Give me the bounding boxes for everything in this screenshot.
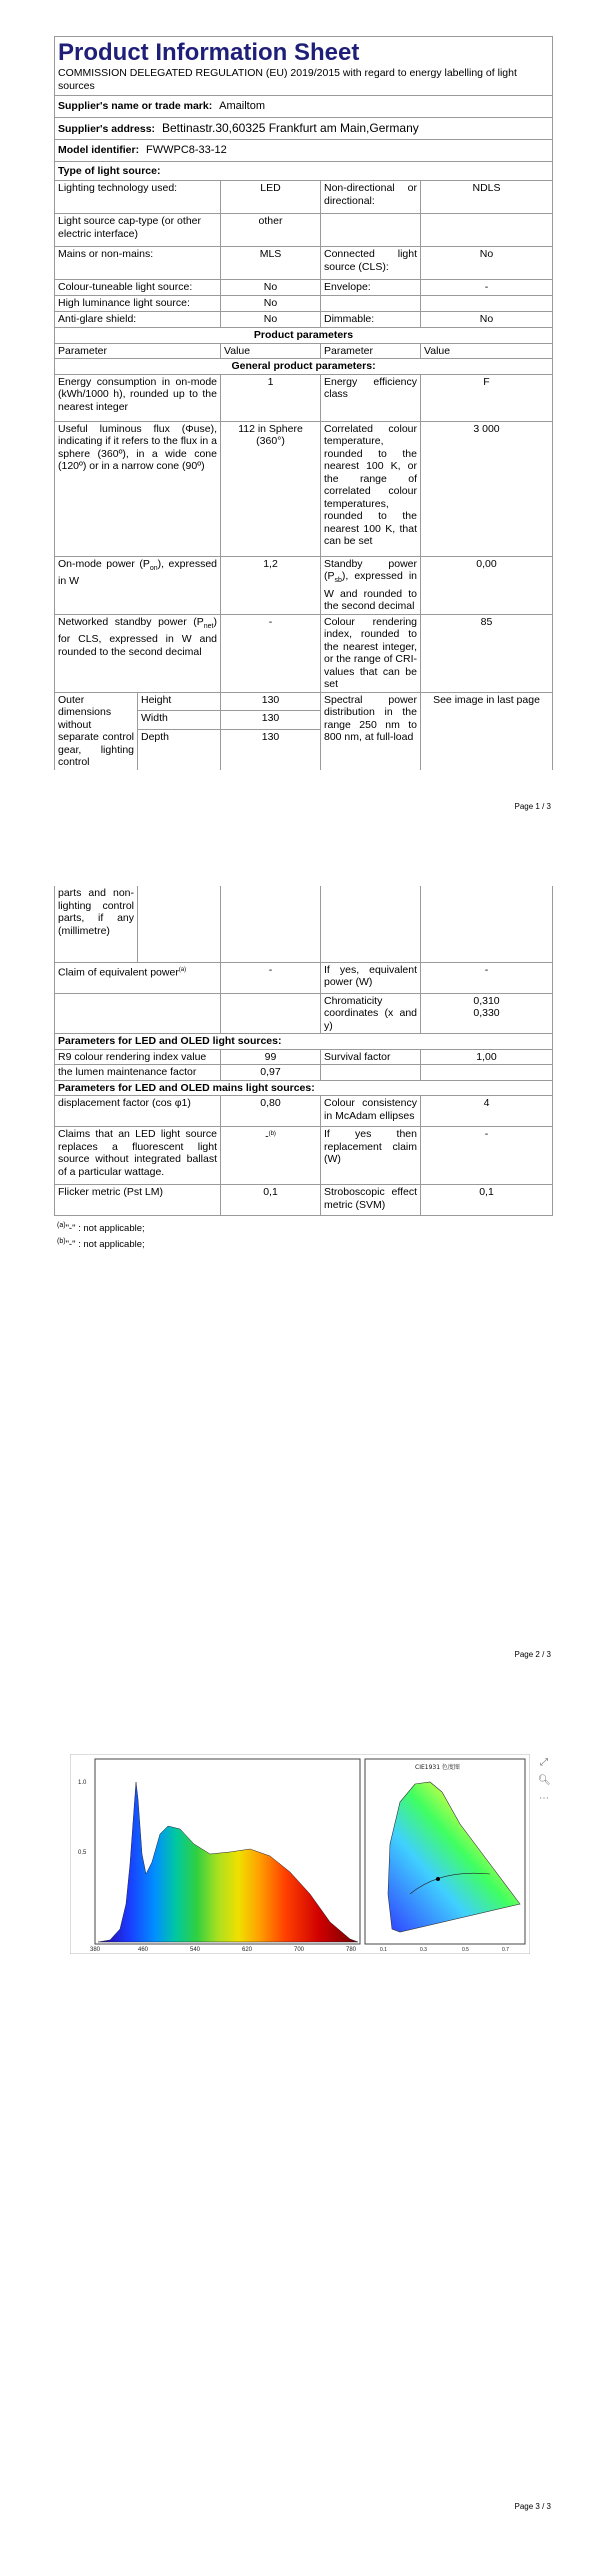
type-param-2 [321,214,421,247]
y-tick: 1.0 [78,1780,87,1786]
x-tick: 540 [190,1947,201,1953]
energy-class-label: Energy efficiency class [321,374,421,421]
sheet-page-1 [54,36,552,770]
empty-cell [321,886,421,962]
dimension-width-label: Width [138,711,221,730]
cie-title: CIE1931 色度图 [415,1764,460,1771]
cct-label: Correlated colour temperature, rounded to the nearest 100 K, or the range of correlated colour temperatures, rounded to the nearest 100 K, that can be set [321,421,421,556]
cie-point [436,1877,440,1881]
fluorescent-replacement-value: -$^{(b)}$ [221,1127,321,1185]
col-header-parameter-2: Parameter [321,343,421,359]
flicker-metric-value: 0,1 [221,1185,321,1216]
colour-consistency-label: Colour consistency in McAdam ellipses [321,1096,421,1127]
on-mode-power-value: 1,2 [221,556,321,614]
type-param: High luminance light source: [55,296,221,312]
address-value: Bettinastr.30,60325 Frankfurt am Main,Germany [161,120,419,135]
on-mode-power-label: On-mode power $(P_{on})$, expressed in W [55,556,221,614]
colour-consistency-value: 4 [421,1096,553,1127]
luminous-flux-value: 112 in Sphere (360°) [221,421,321,556]
product-table-page-1 [54,36,553,770]
survival-factor-label: Survival factor [321,1049,421,1065]
more-icon[interactable]: ⋯ [539,1793,549,1804]
mains-parameters-heading: Parameters for LED and OLED mains light sources: [55,1080,553,1096]
type-value: No [221,296,321,312]
cie-tick: 0.7 [502,1947,509,1953]
equivalent-power-claim-value: - [221,962,321,993]
cie-tick: 0.5 [462,1947,469,1953]
type-param-2: Non-directional or directional: [321,181,421,214]
product-parameters-heading: Product parameters [55,328,553,344]
spectrum-plot [78,1759,360,1953]
type-value: MLS [221,247,321,280]
type-param-2 [321,296,421,312]
dimension-height-label: Height [138,692,221,711]
empty-cell [321,1065,421,1081]
equivalent-power-claim-label: Claim of equivalent power$^{(a)}$ [55,962,221,993]
empty-cell [421,886,553,962]
supplier-label: Supplier's name or trade mark: [58,100,213,112]
type-value-2 [421,214,553,247]
model-row [55,140,553,162]
flicker-metric-label: Flicker metric (Pst LM) [55,1185,221,1216]
led-parameters-heading: Parameters for LED and OLED light sources: [55,1034,553,1050]
x-tick: 460 [138,1947,149,1953]
type-param: Anti-glare shield: [55,312,221,328]
product-table-page-2 [54,886,553,1216]
page-title: Product Information Sheet [58,39,360,66]
outer-dimensions-label: Outer dimensions without separate control gear, lighting control [55,692,138,770]
standby-power-label: Standby power $(P_{sb})$, expressed in W and rounded to the second decimal [321,556,421,614]
x-tick: 380 [90,1947,101,1953]
energy-consumption-value: 1 [221,374,321,421]
replacement-claim-label: If yes then replacement claim (W) [321,1127,421,1185]
cri-label: Colour rendering index, rounded to the nearest integer, or the range of CRI-values that can be set [321,614,421,692]
general-parameters-heading: General product parameters: [55,359,553,375]
empty-cell [55,993,221,1034]
stroboscopic-value: 0,1 [421,1185,553,1216]
type-value: No [221,312,321,328]
spectral-distribution-label: Spectral power distribution in the range 250 nm to 800 nm, at full-load [321,692,421,770]
type-value: LED [221,181,321,214]
dimension-width-value: 130 [221,711,321,730]
cie-tick: 0.3 [420,1947,427,1953]
empty-cell [221,886,321,962]
model-label: Model identifier: [58,144,140,156]
title-cell [55,37,553,96]
survival-factor-value: 1,00 [421,1049,553,1065]
equivalent-power-value: - [421,962,553,993]
type-value: other [221,214,321,247]
dimension-depth-label: Depth [138,730,221,770]
page-2 [0,880,603,1710]
footnote-a: $^{(a)}$"-" : not applicable; [57,1222,145,1235]
sheet-page-2 [54,886,552,1216]
col-header-value-2: Value [421,343,553,359]
fluorescent-replacement-label: Claims that an LED light source replaces a fluorescent light source without integrated ballast of a particular wattage. [55,1127,221,1185]
address-label: Supplier's address: [58,122,156,135]
spectral-distribution-value: See image in last page [421,692,553,770]
outer-dimensions-continued: parts and non-lighting control parts, if any (millimetre) [55,886,138,962]
type-value-2: NDLS [421,181,553,214]
dimension-depth-value: 130 [221,730,321,770]
lumen-maintenance-value: 0,97 [221,1065,321,1081]
x-tick: 700 [294,1947,305,1953]
col-header-parameter: Parameter [55,343,221,359]
empty-cell [138,886,221,962]
page-number-2: Page 2 / 3 [514,1650,551,1659]
energy-class-value: F [421,374,553,421]
type-param-2: Connected light source (CLS): [321,247,421,280]
cct-value: 3 000 [421,421,553,556]
spectrum-image [70,1754,530,1954]
lumen-maintenance-label: the lumen maintenance factor [55,1065,221,1081]
regulation-text: COMMISSION DELEGATED REGULATION (EU) 2019/2015 with regard to energy labelling of light sources [58,67,517,92]
cie-tick: 0.1 [380,1947,387,1953]
type-value-2 [421,296,553,312]
address-row [55,117,553,140]
energy-consumption-label: Energy consumption in on-mode (kWh/1000 h), rounded up to the nearest integer [55,374,221,421]
type-param: Colour-tuneable light source: [55,280,221,296]
x-tick: 620 [242,1947,253,1953]
displacement-factor-label: displacement factor (cos φ1) [55,1096,221,1127]
r9-value: 99 [221,1049,321,1065]
standby-power-value: 0,00 [421,556,553,614]
networked-standby-label: Networked standby power $(P_{net})$ for CLS, expressed in W and rounded to the second decimal [55,614,221,692]
type-param-2: Envelope: [321,280,421,296]
type-param: Mains or non-mains: [55,247,221,280]
type-param: Light source cap-type (or other electric interface) [55,214,221,247]
type-value: No [221,280,321,296]
type-heading: Type of light source: [55,161,553,181]
footnote-b: $^{(b)}$"-" : not applicable; [57,1238,145,1251]
networked-standby-value: - [221,614,321,692]
cri-value: 85 [421,614,553,692]
empty-cell [421,1065,553,1081]
dimension-height-value: 130 [221,692,321,711]
y-tick: 0.5 [78,1850,87,1856]
model-value: FWWPC8-33-12 [146,144,227,156]
type-param: Lighting technology used: [55,181,221,214]
image-toolbar [538,1757,552,1811]
col-header-value: Value [221,343,321,359]
supplier-value: Amailtom [219,100,265,112]
type-value-2: No [421,312,553,328]
type-value-2: - [421,280,553,296]
page-number-3: Page 3 / 3 [514,2502,551,2511]
chromaticity-label: Chromaticity coordinates (x and y) [321,993,421,1034]
expand-icon[interactable]: ⤢ [540,1757,548,1768]
empty-cell [221,993,321,1034]
luminous-flux-label: Useful luminous flux (Φuse), indicating if it refers to the flux in a sphere (360º), in a wide cone (120º) or in a narrow cone (90º) [55,421,221,556]
supplier-row [55,96,553,118]
type-param-2: Dimmable: [321,312,421,328]
x-tick: 780 [346,1947,357,1953]
displacement-factor-value: 0,80 [221,1096,321,1127]
equivalent-power-label: If yes, equivalent power (W) [321,962,421,993]
r9-label: R9 colour rendering index value [55,1049,221,1065]
chromaticity-value: 0,310 0,330 [421,993,553,1034]
zoom-icon[interactable]: 🔍︎ [538,1775,551,1786]
page-number-1: Page 1 / 3 [514,802,551,811]
type-value-2: No [421,247,553,280]
stroboscopic-label: Stroboscopic effect metric (SVM) [321,1185,421,1216]
page-1 [0,0,603,830]
cie-diagram [365,1759,525,1953]
replacement-claim-value: - [421,1127,553,1185]
